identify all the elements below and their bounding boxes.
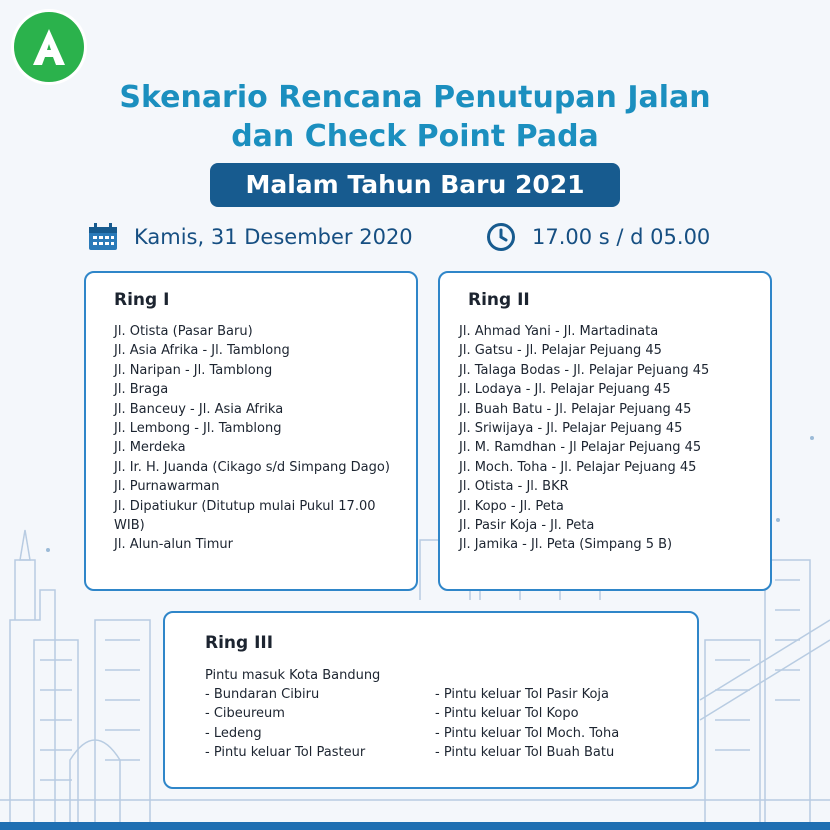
list-item: Jl. Buah Batu - Jl. Pelajar Pejuang 45 xyxy=(459,401,692,417)
list-item: Jl. Lembong - Jl. Tamblong xyxy=(114,421,282,437)
page-title-line-1: Skenario Rencana Penutupan Jalan xyxy=(119,80,711,115)
ring-3-intro: Pintu masuk Kota Bandung xyxy=(205,668,381,683)
list-item: Jl. Alun-alun Timur xyxy=(114,537,233,553)
time-text: 17.00 s / d 05.00 xyxy=(532,225,711,249)
ring-2-title: Ring II xyxy=(468,290,530,310)
list-item: Jl. Lodaya - Jl. Pelajar Pejuang 45 xyxy=(459,382,671,398)
time-info xyxy=(486,219,710,255)
list-item: Jl. Moch. Toha - Jl. Pelajar Pejuang 45 xyxy=(459,459,697,475)
page-title-line-2: dan Check Point Pada xyxy=(231,119,599,154)
ring-3-right-list xyxy=(435,685,690,763)
ring-2-card xyxy=(438,271,772,591)
ring-3-card xyxy=(163,611,699,789)
list-item: - Cibeureum xyxy=(205,706,285,722)
list-item: Jl. Kopo - Jl. Peta xyxy=(459,498,564,514)
list-item: - Ledeng xyxy=(205,725,262,741)
list-item: Jl. Banceuy - Jl. Asia Afrika xyxy=(114,401,284,417)
list-item: Jl. Naripan - Jl. Tamblong xyxy=(114,362,273,378)
ring-1-card xyxy=(84,271,418,591)
list-item: Jl. Ir. H. Juanda (Cikago s/d Simpang Dago) xyxy=(114,459,390,475)
clock-icon xyxy=(486,222,516,252)
ring-3-left-list xyxy=(205,685,425,763)
ring-1-title: Ring I xyxy=(114,290,170,310)
logo-a-icon xyxy=(27,25,71,69)
date-text: Kamis, 31 Desember 2020 xyxy=(134,225,413,249)
list-item: Jl. Talaga Bodas - Jl. Pelajar Pejuang 45 xyxy=(459,362,710,378)
list-item: - Pintu keluar Tol Moch. Toha xyxy=(435,725,620,741)
brand-logo xyxy=(14,12,84,82)
ring-1-list xyxy=(114,322,406,555)
bottom-bar xyxy=(0,822,830,830)
list-item: Jl. Purnawarman xyxy=(114,479,220,495)
list-item: - Pintu keluar Tol Pasir Koja xyxy=(435,687,609,702)
list-item: Jl. M. Ramdhan - Jl Pelajar Pejuang 45 xyxy=(459,440,702,456)
list-item: - Pintu keluar Tol Pasteur xyxy=(205,745,366,761)
list-item: Jl. Sriwijaya - Jl. Pelajar Pejuang 45 xyxy=(459,421,683,437)
date-info xyxy=(88,219,413,255)
list-item: - Pintu keluar Tol Kopo xyxy=(435,706,579,722)
list-item: Jl. Asia Afrika - Jl. Tamblong xyxy=(114,343,290,359)
list-item: Jl. Otista - Jl. BKR xyxy=(459,479,569,495)
list-item: Jl. Dipatiukur (Ditutup mulai Pukul 17.00 WIB) xyxy=(114,498,376,534)
list-item: Jl. Pasir Koja - Jl. Peta xyxy=(459,518,595,534)
list-item: Jl. Otista (Pasar Baru) xyxy=(114,324,253,339)
list-item: Jl. Jamika - Jl. Peta (Simpang 5 B) xyxy=(459,537,673,553)
calendar-icon xyxy=(88,223,118,251)
list-item: - Bundaran Cibiru xyxy=(205,687,320,702)
list-item: Jl. Merdeka xyxy=(114,440,186,456)
list-item: Jl. Ahmad Yani - Jl. Martadinata xyxy=(459,324,659,339)
event-badge: Malam Tahun Baru 2021 xyxy=(210,163,620,207)
list-item: Jl. Gatsu - Jl. Pelajar Pejuang 45 xyxy=(459,343,662,359)
ring-2-list xyxy=(459,322,765,555)
list-item: Jl. Braga xyxy=(114,382,169,398)
ring-3-title: Ring III xyxy=(205,633,274,653)
list-item: - Pintu keluar Tol Buah Batu xyxy=(435,745,615,761)
